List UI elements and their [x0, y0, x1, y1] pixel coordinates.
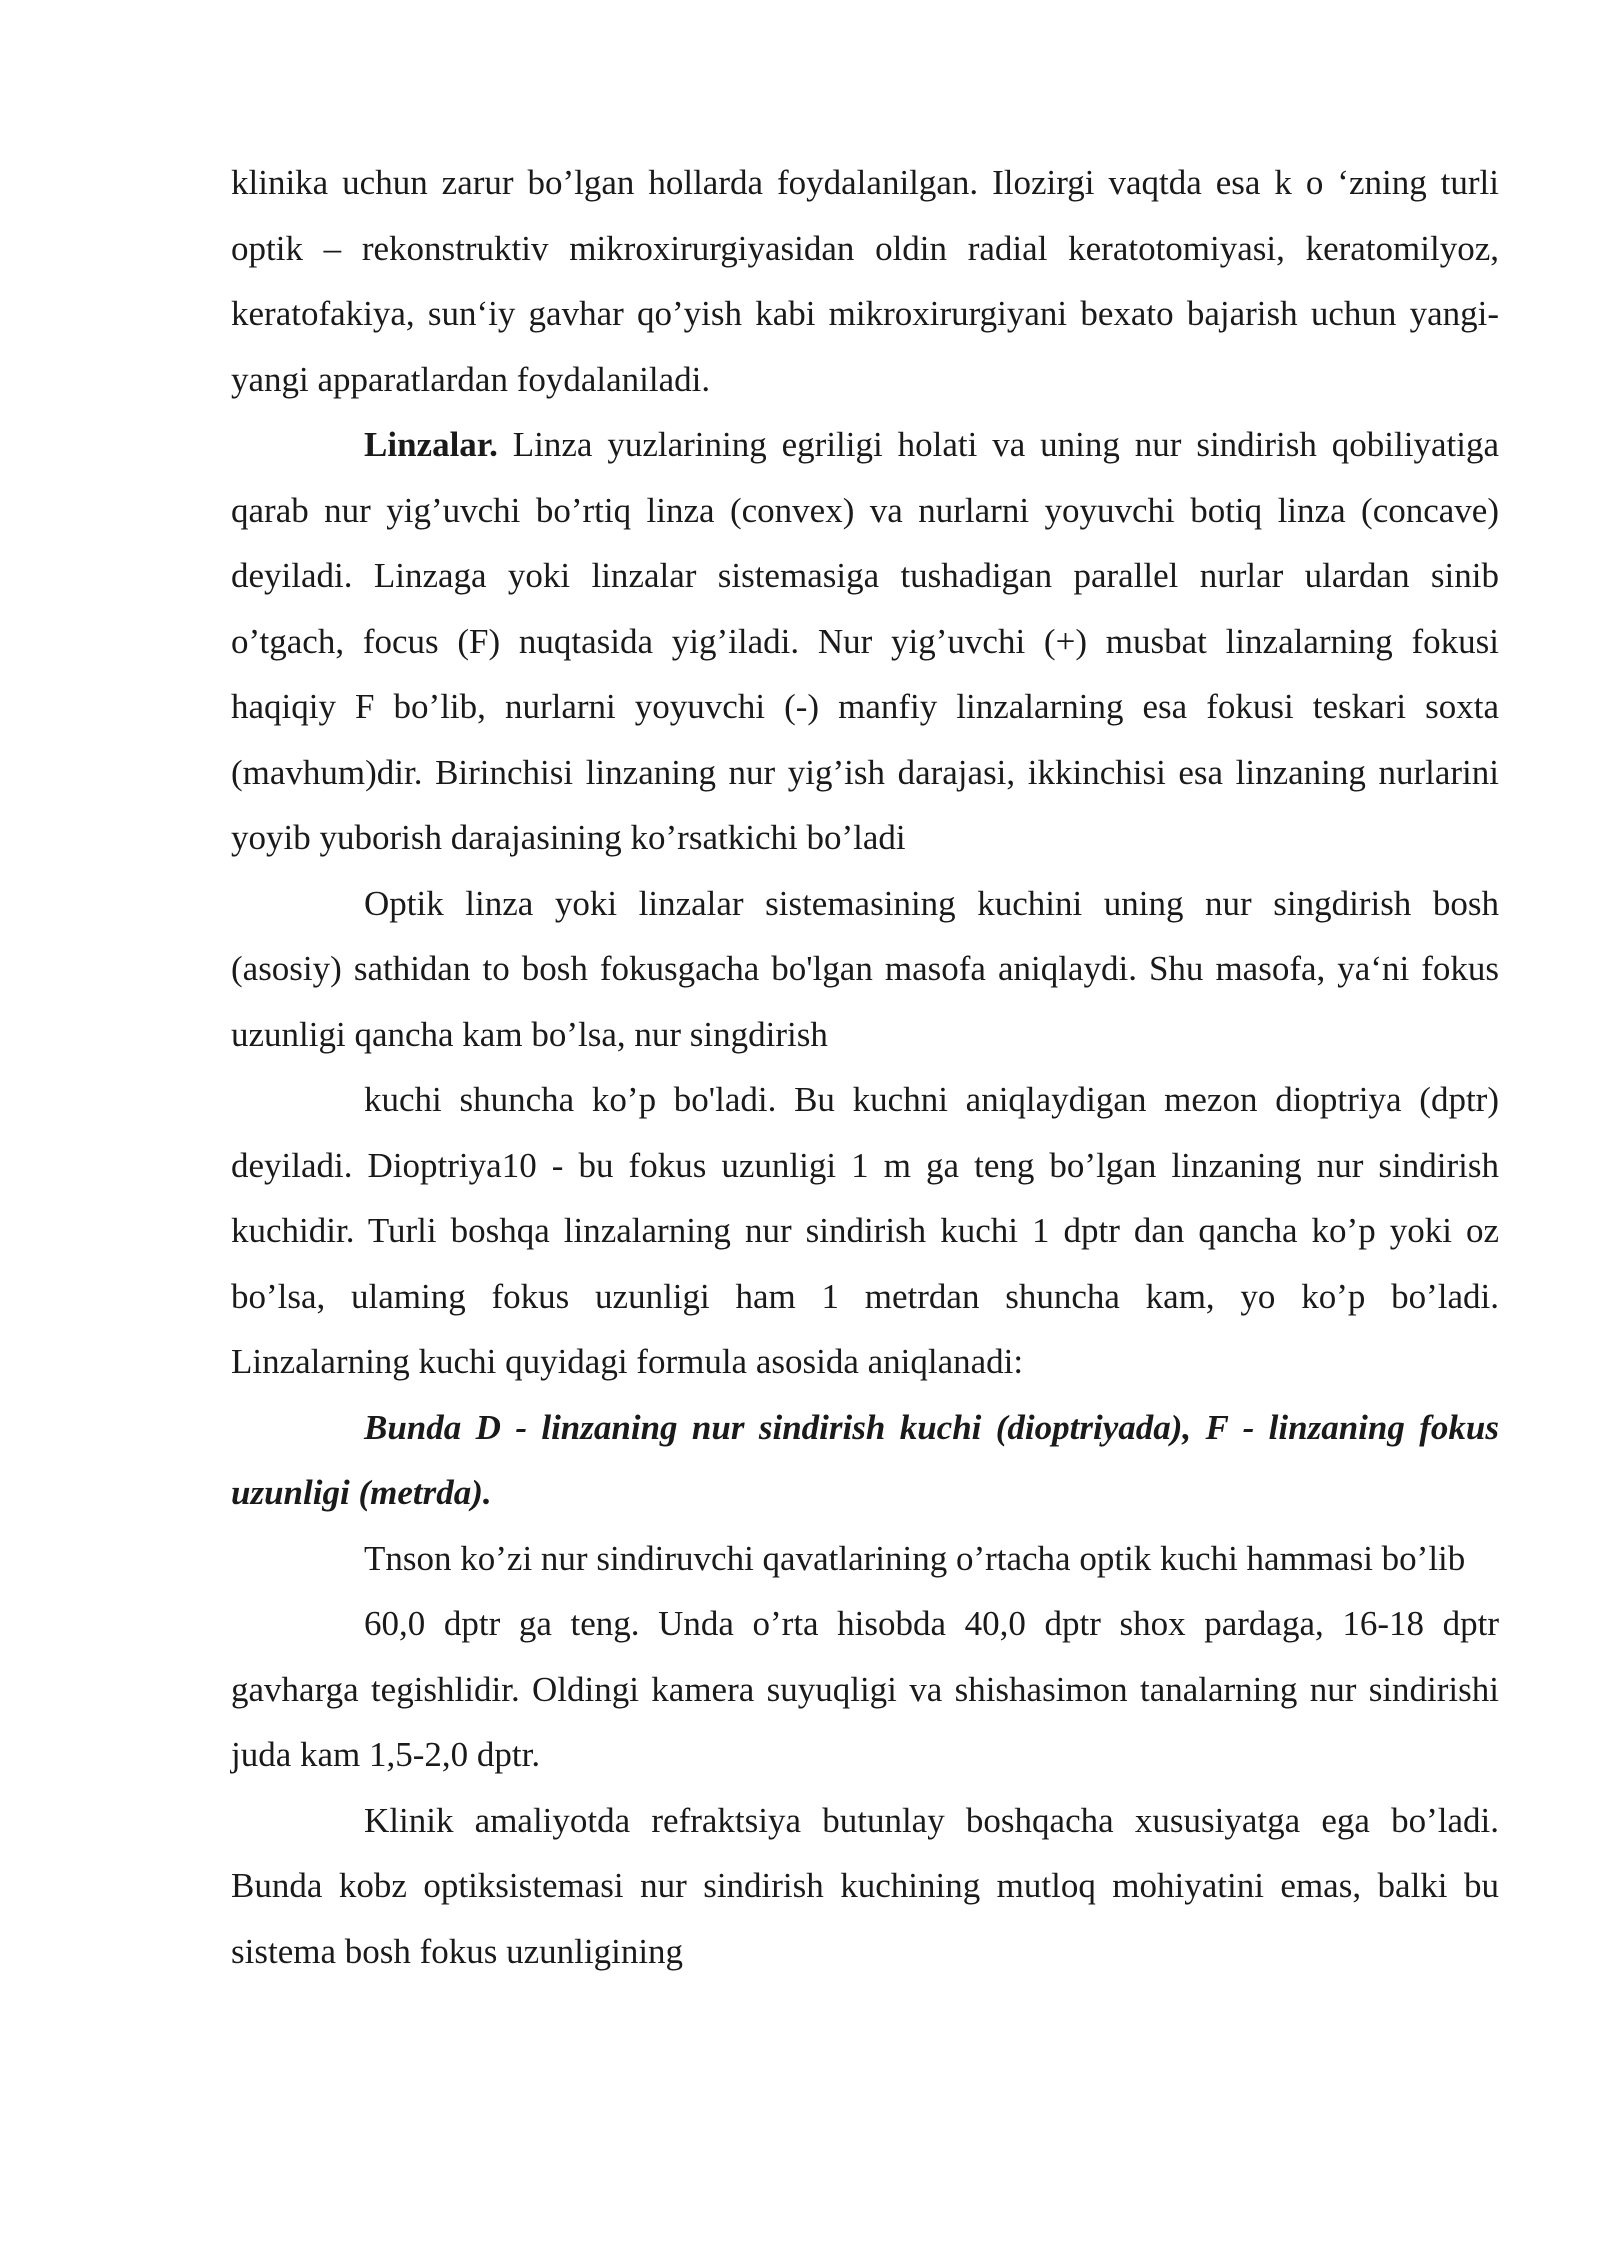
paragraph-linzalar [231, 412, 1499, 871]
paragraph-inson-kozi: Tnson ko’zi nur sindiruvchi qavatlarining o’rtacha optik kuchi hammasi bo’lib [364, 1538, 1466, 1578]
paragraph-intro: klinika uchun zarur bo’lgan hollarda foydalanilgan. Ilozirgi vaqtda esa k o ‘zning turli optik – rekonstruktiv mikroxirurgiyasidan oldin radial keratotomiyasi, keratomilyoz, keratofakiya, sun‘iy gavhar qo’yish kabi mikroxirurgiyani bexato bajarish uchun yangi-yangi apparatlardan foydalaniladi. [231, 163, 1499, 399]
paragraph-optik-linza: Optik linza yoki linzalar sistemasining kuchini uning nur singdirish bosh (asosiy) sathidan to bosh fokusgacha bo'lgan masofa aniqlaydi. Shu masofa, ya‘ni fokus uzunligi qancha kam bo’lsa, nur singdirish [231, 883, 1499, 1054]
paragraph-formula-legend: Bunda D - linzaning nur sindirish kuchi (dioptriyada), F - linzaning fokus uzunligi (metrda). [231, 1407, 1499, 1512]
document-page [231, 150, 1499, 1984]
paragraph-klinik-amaliyot: Klinik amaliyotda refraktsiya butunlay boshqacha xususiyatga ega bo’ladi. Bunda kobz optiksistemasi nur sindirish kuchining mutloq mohiyatini emas, balki bu sistema bosh fokus uzunligining [231, 1800, 1499, 1971]
paragraph-linzalar-body: Linza yuzlarining egriligi holati va uning nur sindirish qobiliyatiga qarab nur yig’uvchi bo’rtiq linza (convex) va nurlarni yoyuvchi botiq linza (concave) deyiladi. Linzaga yoki linzalar sistemasiga tushadigan parallel nurlar ulardan sinib o’tgach, focus (F) nuqtasida yig’iladi. Nur yig’uvchi (+) musbat linzalarning fokusi haqiqiy F bo’lib, nurlarni yoyuvchi (-) manfiy linzalarning esa fokusi teskari soxta (mavhum)dir. Birinchisi linzaning nur yig’ish darajasi, ikkinchisi esa linzaning nurlarini yoyib yuborish darajasining ko’rsatkichi bo’ladi [231, 425, 1499, 857]
paragraph-optik-kuch: 60,0 dptr ga teng. Unda o’rta hisobda 40,0 dptr shox pardaga, 16-18 dptr gavharga tegishlidir. Oldingi kamera suyuqligi va shishasimon tanalarning nur sindirishi juda kam 1,5-2,0 dptr. [231, 1604, 1499, 1774]
paragraph-dioptriya: kuchi shuncha ko’p bo'ladi. Bu kuchni aniqlaydigan mezon dioptriya (dptr) deyiladi. Dioptriya10 - bu fokus uzunligi 1 m ga teng bo’lgan linzaning nur sindirish kuchidir. Turli boshqa linzalarning nur sindirish kuchi 1 dptr dan qancha ko’p yoki oz bo’lsa, ulaming fokus uzunligi ham 1 metrdan shuncha kam, yo ko’p bo’ladi. Linzalarning kuchi quyidagi formula asosida aniqlanadi: [231, 1080, 1499, 1381]
section-heading-linzalar: Linzalar. [364, 425, 498, 464]
